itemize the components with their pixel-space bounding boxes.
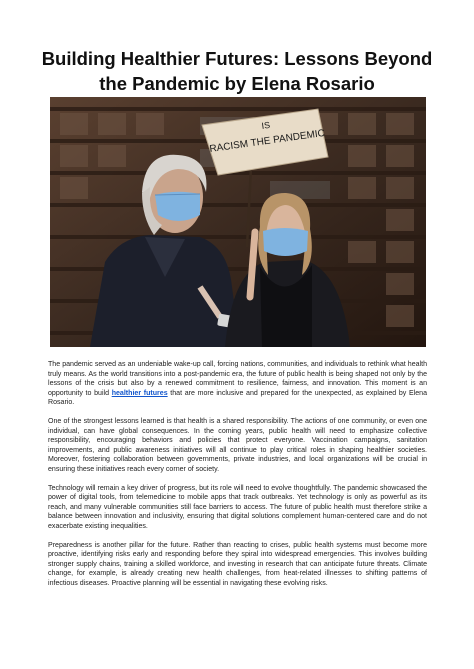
paragraph-intro-text-after: that are more inclusive and prepared for the unexpected, as explained by Elena Rosario. (48, 389, 427, 407)
title-line-1: Building Healthier Futures: Lessons Beyond (41, 48, 433, 69)
document-title (40, 46, 434, 96)
paragraph-intro-text-before: The pandemic served as an undeniable wake-up call, forcing nations, communities, and individuals to rethink what health truly means. As the world transitions into a post-pandemic era, the future of public health is being shaped not only by the lessons of the crisis but also by a renewed commitment to resilience, fairness, and innovation. This moment is an opportunity to build (48, 361, 427, 397)
sign-text-main: RACISM THE PANDEMIC (208, 127, 326, 155)
sign-text-top: IS (260, 119, 271, 131)
title-line-2: the Pandemic by Elena Rosario (99, 73, 375, 94)
article-body (48, 360, 427, 597)
paragraph-intro (48, 360, 427, 408)
healthier-futures-link[interactable]: healthier futures (111, 389, 168, 397)
paragraph-technology: Technology will remain a key driver of progress, but its role will need to evolve thoughtfully. The pandemic showcased the power of digital tools, from telemedicine to mobile apps that track outbreaks. Yet technology is only as powerful as its reach, and many vulnerable communities still face barriers to access. The future of public health must therefore strike a balance between innovation and inclusivity, ensuring that digital solutions complement human-centered care and do not exacerbate existing inequalities. (48, 484, 427, 530)
hero-photo (50, 97, 426, 347)
paragraph-preparedness: Preparedness is another pillar for the future. Rather than reacting to crises, public health systems must become more proactive, identifying risks early and responding before they spiral into widespread emergencies. This involves building stronger supply chains, training a skilled workforce, and investing in research that can anticipate future threats. Climate change, for example, is already creating new health challenges, from heat-related illnesses to shifting patterns of infectious diseases. Proactive planning will be essential in navigating these evolving risks. (48, 541, 427, 587)
paragraph-shared-responsibility: One of the strongest lessons learned is that health is a shared responsibility. The actions of one community, or even one individual, can have global consequences. In the coming years, public health will need to emphasize collective responsibility, encouraging behaviors and policies that protect everyone. Vaccination campaigns, sanitation improvements, and public awareness initiatives will all continue to play critical roles in shaping healthier societies. Moreover, fostering collaboration between governments, private industries, and local organizations will be crucial in ensuring these initiatives reach every corner of society. (48, 417, 427, 473)
